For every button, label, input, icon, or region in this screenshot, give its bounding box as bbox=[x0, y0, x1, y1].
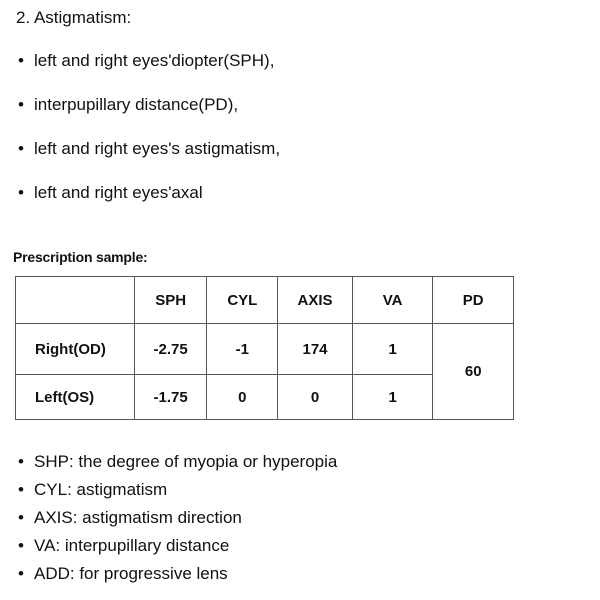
requirement-text: left and right eyes'diopter(SPH), bbox=[34, 51, 275, 70]
list-item bbox=[18, 480, 337, 508]
legend-text: SHP: the degree of myopia or hyperopia bbox=[34, 452, 338, 471]
row-label-right: Right(OD) bbox=[16, 324, 135, 375]
legend-text: VA: interpupillary distance bbox=[34, 536, 230, 555]
table-row bbox=[16, 324, 514, 375]
header-cell-va: VA bbox=[352, 277, 433, 324]
legend-text: CYL: astigmatism bbox=[34, 480, 168, 499]
header-cell-cyl: CYL bbox=[207, 277, 278, 324]
list-item bbox=[18, 508, 337, 536]
legend-text: AXIS: astigmatism direction bbox=[34, 508, 242, 527]
list-item bbox=[18, 139, 280, 183]
cell-cyl: -1 bbox=[207, 324, 278, 375]
header-cell-pd: PD bbox=[433, 277, 514, 324]
bullet-icon: • bbox=[18, 51, 24, 70]
bullet-icon: • bbox=[18, 452, 24, 471]
header-cell-axis: AXIS bbox=[278, 277, 353, 324]
row-label-left: Left(OS) bbox=[16, 375, 135, 420]
bullet-icon: • bbox=[18, 139, 24, 158]
requirements-list bbox=[18, 51, 280, 227]
list-item bbox=[18, 95, 280, 139]
cell-va: 1 bbox=[352, 324, 433, 375]
list-item bbox=[18, 183, 280, 227]
list-item bbox=[18, 452, 337, 480]
cell-pd: 60 bbox=[433, 324, 514, 420]
legend-list bbox=[18, 452, 337, 592]
cell-va: 1 bbox=[352, 375, 433, 420]
list-item bbox=[18, 51, 280, 95]
cell-axis: 174 bbox=[278, 324, 353, 375]
bullet-icon: • bbox=[18, 564, 24, 583]
cell-sph: -1.75 bbox=[134, 375, 207, 420]
bullet-icon: • bbox=[18, 536, 24, 555]
prescription-table bbox=[15, 276, 514, 420]
cell-axis: 0 bbox=[278, 375, 353, 420]
requirement-text: interpupillary distance(PD), bbox=[34, 95, 239, 114]
requirement-text: left and right eyes'axal bbox=[34, 183, 203, 202]
bullet-icon: • bbox=[18, 95, 24, 114]
header-cell-sph: SPH bbox=[134, 277, 207, 324]
list-item bbox=[18, 564, 337, 592]
requirement-text: left and right eyes's astigmatism, bbox=[34, 139, 281, 158]
table-header-row bbox=[16, 277, 514, 324]
bullet-icon: • bbox=[18, 508, 24, 527]
bullet-icon: • bbox=[18, 183, 24, 202]
prescription-sample-label: Prescription sample: bbox=[13, 249, 148, 265]
section-heading: 2. Astigmatism: bbox=[16, 8, 132, 27]
list-item bbox=[18, 536, 337, 564]
bullet-icon: • bbox=[18, 480, 24, 499]
cell-sph: -2.75 bbox=[134, 324, 207, 375]
cell-cyl: 0 bbox=[207, 375, 278, 420]
legend-text: ADD: for progressive lens bbox=[34, 564, 228, 583]
header-cell-empty bbox=[16, 277, 135, 324]
